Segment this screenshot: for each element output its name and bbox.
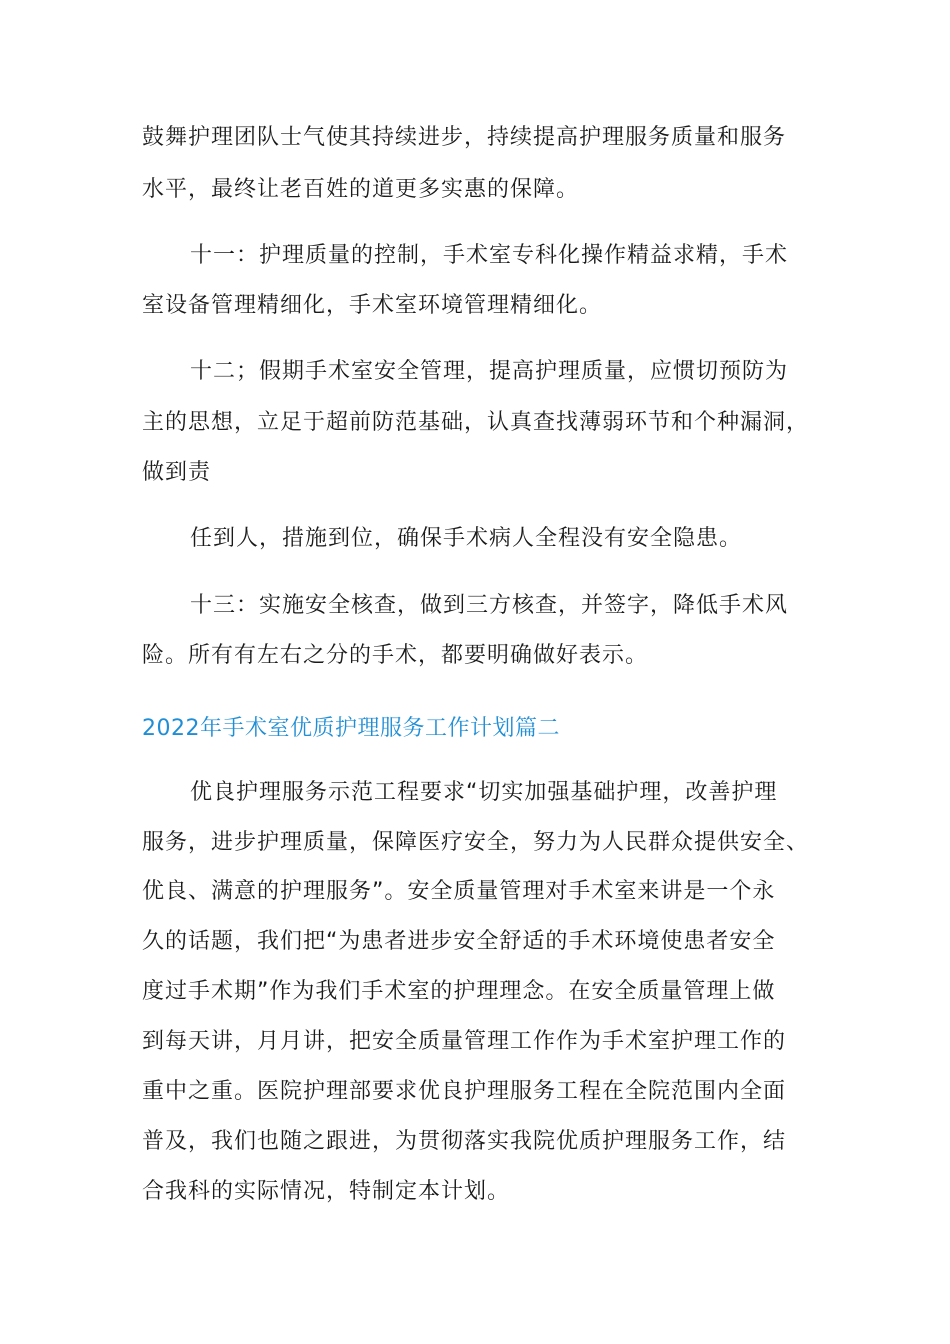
paragraph-line: 度过手术期”作为我们手术室的护理理念。在安全质量管理上做 [142,979,776,1004]
paragraph-line: 险。所有有左右之分的手术，都要明确做好表示。 [142,643,649,668]
paragraph-line: 久的话题，我们把“为患者进步安全舒适的手术环境使患者安全 [142,929,776,954]
paragraph-line: 任到人，措施到位，确保手术病人全程没有安全隐患。 [190,526,743,551]
paragraph-line: 重中之重。医院护理部要求优良护理服务工程在全院范围内全面 [142,1079,787,1104]
paragraph-line: 十二；假期手术室安全管理，提高护理质量，应惯切预防为 [190,359,789,384]
paragraph-line: 十一：护理质量的控制，手术室专科化操作精益求精，手术 [190,243,789,268]
paragraph-line: 服务，进步护理质量，保障医疗安全，努力为人民群众提供安全、 [142,830,810,855]
paragraph-line: 水平，最终让老百姓的道更多实惠的保障。 [142,177,580,202]
paragraph-line: 室设备管理精细化，手术室环境管理精细化。 [142,293,603,318]
paragraph-line: 到每天讲，月月讲，把安全质量管理工作作为手术室护理工作的 [142,1029,787,1054]
paragraph-line: 十三：实施安全核查，做到三方核查，并签字，降低手术风 [190,593,789,618]
paragraph-line: 鼓舞护理团队士气使其持续进步，持续提高护理服务质量和服务 [142,125,787,150]
section-heading: 2022年手术室优质护理服务工作计划篇二 [142,716,560,741]
paragraph-line: 优良、满意的护理服务”。安全质量管理对手术室来讲是一个永 [142,879,776,904]
paragraph-line: 优良护理服务示范工程要求“切实加强基础护理，改善护理 [190,780,778,805]
paragraph-line: 合我科的实际情况，特制定本计划。 [142,1179,511,1204]
paragraph-line: 主的思想，立足于超前防范基础，认真查找薄弱环节和个种漏洞， [142,410,810,435]
paragraph-line: 做到责 [142,460,212,485]
paragraph-line: 普及，我们也随之跟进，为贯彻落实我院优质护理服务工作，结 [142,1129,787,1154]
